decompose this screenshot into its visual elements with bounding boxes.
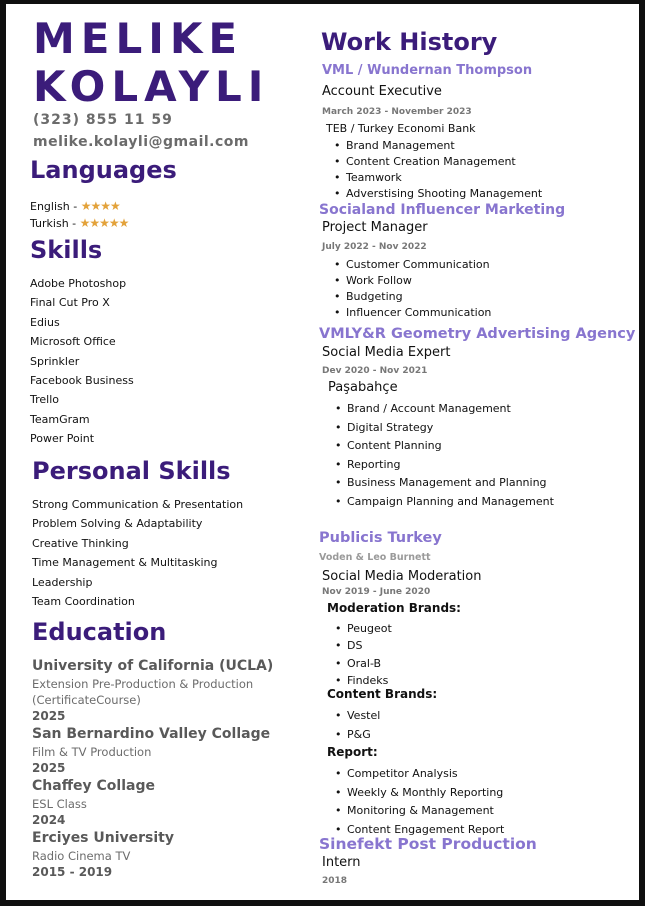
duty-item: • Brand / Account Management [333,400,554,419]
job-role: Social Media Expert [322,345,451,360]
job-role: Social Media Moderation [322,569,482,584]
resume-page [6,4,639,900]
job-date: 2018 [322,876,348,886]
personal-skills-heading: Personal Skills [32,457,231,485]
client-name: Paşabahçe [328,380,398,395]
school-detail: Extension Pre-Production & Production [32,677,254,691]
company-name: Publicis Turkey [319,530,442,546]
personal-skill-item: Leadership [32,575,93,589]
school-detail: Radio Cinema TV [32,849,131,863]
report-item: • Monitoring & Management [333,802,504,821]
school-detail: ESL Class [32,797,87,811]
brand-item: • P&G [333,726,380,745]
personal-skill-item: Creative Thinking [32,536,129,550]
language-item: English - ★★★★ [30,199,120,213]
skill-item: Final Cut Pro X [30,296,110,310]
duty-item: • Customer Communication [332,257,491,273]
duty-item: • Influencer Communication [332,305,491,321]
job-duties [333,400,554,512]
star-rating-icon: ★★★★★ [79,216,129,230]
language-item: Turkish - ★★★★★ [30,216,129,230]
school-name: Chaffey Collage [32,778,155,794]
job-role: Account Executive [322,84,442,99]
job-date: Dev 2020 - Nov 2021 [322,366,428,376]
duty-item: • Reporting [333,456,554,475]
languages-heading: Languages [30,156,177,184]
skill-item: Trello [30,393,59,407]
job-role: Intern [322,855,361,870]
agency-name: Voden & Leo Burnett [319,552,431,563]
duty-item: • Budgeting [332,289,491,305]
school-name: University of California (UCLA) [32,658,274,674]
first-name: MELIKE [33,14,244,63]
report-item: • Weekly & Monthly Reporting [333,784,504,803]
brand-item: • Findeks [333,672,392,689]
school-detail: (CertificateCourse) [32,693,141,707]
skill-item: Facebook Business [30,373,134,387]
company-name: Sinefekt Post Production [319,835,537,853]
skills-list [30,277,134,452]
personal-skill-item: Problem Solving & Adaptability [32,517,203,531]
report-list [333,765,504,839]
education-heading: Education [32,618,167,646]
skill-item: TeamGram [30,412,90,426]
duty-item: • Teamwork [332,170,542,186]
report-item: • Content Engagement Report [333,821,504,840]
content-brands-heading: Content Brands: [327,687,438,701]
brand-item: • Vestel [333,707,380,726]
education-list [32,658,273,879]
school-year: 2024 [32,813,66,827]
skill-item: Adobe Photoshop [30,277,127,290]
school-year: 2025 [32,761,66,775]
work-history-heading: Work History [321,28,498,56]
brand-item: • Peugeot [333,620,392,637]
report-heading: Report: [327,745,378,759]
email-address: melike.kolayli@gmail.com [33,134,249,150]
duty-item: • Content Planning [333,437,554,456]
company-name: VML / Wundernan Thompson [322,63,533,78]
duty-item: • Work Follow [332,273,491,289]
job-duties [332,138,542,202]
report-item: • Competitor Analysis [333,765,504,784]
star-rating-icon: ★★★★ [80,199,120,213]
skill-item: Edius [30,315,60,329]
duty-item: • Brand Management [332,138,542,154]
moderation-brands-list [333,620,392,689]
phone-number: (323) 855 11 59 [33,112,173,128]
job-duties [332,257,491,321]
brand-item: • DS [333,637,392,654]
personal-skill-item: Time Management & Multitasking [32,556,218,570]
moderation-brands-heading: Moderation Brands: [327,601,461,615]
content-brands-list [333,707,380,744]
job-date: July 2022 - Nov 2022 [322,242,427,252]
school-year: 2025 [32,709,66,723]
personal-skill-item: Team Coordination [32,594,135,608]
duty-item: • Business Management and Planning [333,474,554,493]
skill-item: Sprinkler [30,354,80,368]
personal-skills-list [32,498,243,614]
skill-item: Microsoft Office [30,335,116,349]
skill-item: Power Point [30,432,95,446]
languages-list [30,199,128,233]
job-date: Nov 2019 - June 2020 [322,587,431,597]
company-name: VMLY&R Geometry Advertising Agency [319,326,636,342]
duty-item: • Digital Strategy [333,419,554,438]
job-date: March 2023 - November 2023 [322,107,472,117]
school-detail: Film & TV Production [32,745,152,759]
company-name: Socialand Influencer Marketing [319,202,566,218]
brand-item: • Oral-B [333,655,392,672]
duty-item: • Adverstising Shooting Management [332,186,542,202]
client-name: TEB / Turkey Economi Bank [326,122,476,135]
duty-item: • Campaign Planning and Management [333,493,554,512]
job-role: Project Manager [322,220,428,235]
duty-item: • Content Creation Management [332,154,542,170]
school-year: 2015 - 2019 [32,865,113,879]
school-name: San Bernardino Valley Collage [32,726,271,742]
skills-heading: Skills [30,236,103,264]
last-name: KOLAYLI [33,62,270,111]
personal-skill-item: Strong Communication & Presentation [32,498,244,511]
school-name: Erciyes University [32,830,175,846]
